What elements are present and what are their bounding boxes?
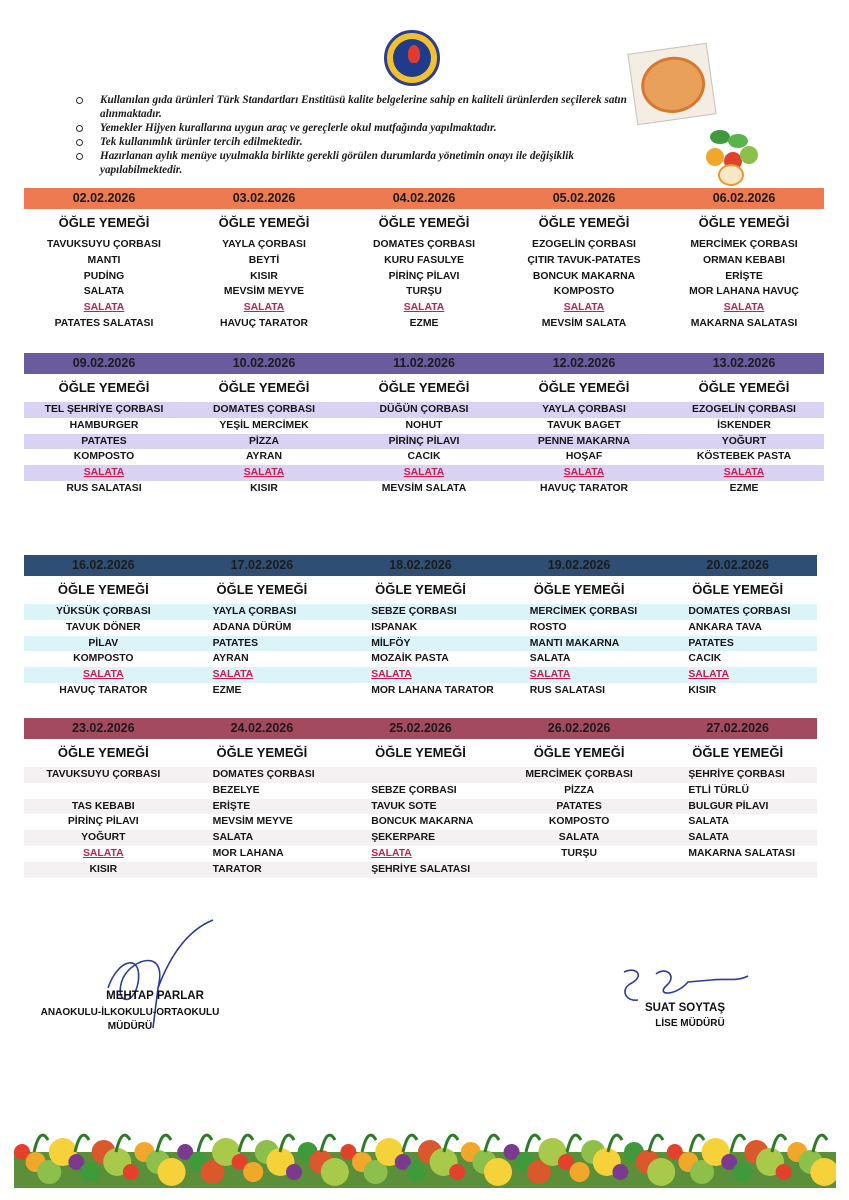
menu-items xyxy=(24,604,817,699)
day-column xyxy=(344,237,504,332)
menu-item: PİRİNÇ PİLAVI xyxy=(67,816,139,828)
day-date: 02.02.2026 xyxy=(72,191,136,205)
meal-title: ÖĞLE YEMEĞİ xyxy=(698,215,790,230)
menu-item: YEŞİL MERCİMEK xyxy=(219,419,309,431)
day-column xyxy=(24,767,183,878)
vegetable-piece xyxy=(733,1162,753,1182)
day-column xyxy=(664,237,824,332)
day-date: 05.02.2026 xyxy=(552,191,616,205)
right-signatory-title: LİSE MÜDÜRÜ xyxy=(655,1018,725,1029)
vegetable-leaf xyxy=(362,1135,376,1152)
meal-title-row xyxy=(24,374,824,402)
menu-item: SALATA xyxy=(529,653,571,665)
menu-item: HAVUÇ TARATOR xyxy=(219,317,309,329)
week-4-table xyxy=(24,718,817,878)
menu-item: DOMATES ÇORBASI xyxy=(373,239,475,250)
menu-item: SALATA xyxy=(688,832,729,844)
day-column xyxy=(664,402,824,497)
right-signatory-name: SUAT SOYTAŞ xyxy=(644,1002,726,1014)
menu-item: YAYLA ÇORBASI xyxy=(212,606,297,617)
menu-item: SALATA xyxy=(243,467,285,479)
menu-item: KOMPOSTO xyxy=(73,451,135,463)
date-bar xyxy=(24,718,817,739)
day-column xyxy=(658,604,817,699)
menu-item: PİLAV xyxy=(88,637,119,649)
menu-item: SEBZE ÇORBASI xyxy=(371,606,457,617)
day-column xyxy=(658,767,817,878)
vegetable-piece xyxy=(449,1164,465,1180)
left-signatory-title: ANAOKULU-İLKOKULU-ORTAOKULU MÜDÜRÜ xyxy=(40,1007,220,1032)
vegetable-piece xyxy=(158,1158,186,1186)
menu-item: YAYLA ÇORBASI xyxy=(542,404,626,415)
meal-title: ÖĞLE YEMEĞİ xyxy=(533,745,625,760)
meal-title-row xyxy=(24,209,824,237)
menu-item: DÜĞÜN ÇORBASI xyxy=(379,404,469,415)
menu-item xyxy=(341,767,500,783)
menu-item: MANTI xyxy=(87,254,121,266)
vegetable-piece xyxy=(321,1158,349,1186)
menu-item: KOMPOSTO xyxy=(548,816,610,828)
week-2-table xyxy=(24,353,824,497)
menu-item: SALATA xyxy=(212,832,254,844)
day-date: 25.02.2026 xyxy=(389,721,452,735)
menu-item: CACIK xyxy=(407,451,441,463)
vegetable-piece xyxy=(80,1162,100,1182)
menu-item: TARATOR xyxy=(212,863,262,875)
menu-item: KOMPOSTO xyxy=(553,286,615,298)
menu-item: HOŞAF xyxy=(565,451,603,463)
vegetable-leaf xyxy=(772,1135,786,1152)
pizza-plate-icon xyxy=(627,43,716,125)
vegetable-piece xyxy=(570,1162,590,1182)
vegetable-leaf xyxy=(75,1135,89,1152)
meal-title: ÖĞLE YEMEĞİ xyxy=(378,380,470,395)
date-bar xyxy=(24,353,824,374)
meal-title: ÖĞLE YEMEĞİ xyxy=(375,582,466,597)
meal-title: ÖĞLE YEMEĞİ xyxy=(378,215,470,230)
meal-title: ÖĞLE YEMEĞİ xyxy=(692,745,784,760)
day-date: 03.02.2026 xyxy=(232,191,296,205)
menu-item: KISIR xyxy=(89,863,118,875)
menu-item: ŞEKERPARE xyxy=(371,832,436,844)
menu-item: NOHUT xyxy=(405,419,443,431)
week-3-table xyxy=(24,555,817,699)
menu-item: PUDİNG xyxy=(83,270,125,282)
menu-item: TAVUK BAGET xyxy=(547,419,621,431)
menu-item: EZOGELİN ÇORBASI xyxy=(532,239,636,250)
meal-title-row xyxy=(24,739,817,767)
day-column xyxy=(341,604,500,699)
meal-title: ÖĞLE YEMEĞİ xyxy=(57,582,149,597)
menu-item: PATATES SALATASI xyxy=(54,317,154,329)
meal-title: ÖĞLE YEMEĞİ xyxy=(216,582,308,597)
menu-item: PATATES xyxy=(81,435,127,447)
menu-item: AYRAN xyxy=(246,451,282,463)
vegetable-piece xyxy=(123,1164,139,1180)
day-column xyxy=(504,237,664,332)
signature-scribble-left xyxy=(98,918,218,1058)
day-date: 19.02.2026 xyxy=(547,558,611,572)
day-column xyxy=(24,604,183,699)
menu-item xyxy=(24,783,183,799)
day-date: 13.02.2026 xyxy=(712,356,776,370)
menu-item: SALATA xyxy=(723,302,765,314)
day-date: 11.02.2026 xyxy=(393,356,455,370)
menu-item: SEBZE ÇORBASI xyxy=(371,784,457,796)
school-emblem-icon xyxy=(384,30,440,86)
menu-item: ISPANAK xyxy=(371,621,418,633)
meal-title: ÖĞLE YEMEĞİ xyxy=(57,745,149,760)
vegetable-leaf xyxy=(485,1135,499,1152)
vegetable-leaf xyxy=(731,1135,745,1152)
menu-items xyxy=(24,402,824,497)
day-date: 10.02.2026 xyxy=(232,356,296,370)
menu-item: PATATES xyxy=(556,800,602,812)
vegetable-leaf xyxy=(608,1135,622,1152)
menu-item: ANKARA TAVA xyxy=(688,621,762,633)
menu-item: MİLFÖY xyxy=(371,637,411,649)
day-column xyxy=(24,402,184,497)
day-date: 06.02.2026 xyxy=(712,191,776,205)
menu-item: SALATA xyxy=(83,467,125,479)
day-date: 20.02.2026 xyxy=(706,558,769,572)
menu-item: MEVSİM SALATA xyxy=(541,317,627,329)
meal-title: ÖĞLE YEMEĞİ xyxy=(218,215,310,230)
menu-item: SALATA xyxy=(212,669,254,681)
meal-title: ÖĞLE YEMEĞİ xyxy=(58,215,150,230)
menu-item: TURŞU xyxy=(561,847,597,859)
menu-item: PİRİNÇ PİLAVI xyxy=(388,435,460,447)
meal-title: ÖĞLE YEMEĞİ xyxy=(698,380,790,395)
menu-item: KÖSTEBEK PASTA xyxy=(696,451,792,463)
meal-title-row xyxy=(24,576,817,604)
vegetable-piece xyxy=(612,1164,628,1180)
menu-item: PENNE MAKARNA xyxy=(537,435,631,447)
vegetable-piece xyxy=(406,1162,426,1182)
menu-item: MERCİMEK ÇORBASI xyxy=(690,239,798,250)
menu-item xyxy=(658,862,817,878)
menu-item: ERİŞTE xyxy=(725,270,763,282)
menu-item: MERCİMEK ÇORBASI xyxy=(525,769,633,780)
menu-item: EZME xyxy=(729,482,759,494)
menu-item: ÇITIR TAVUK-PATATES xyxy=(527,254,641,266)
menu-item: YOĞURT xyxy=(81,832,126,844)
menu-item: MANTI MAKARNA xyxy=(529,637,620,649)
menu-item: YAYLA ÇORBASI xyxy=(222,239,306,250)
day-column xyxy=(184,237,344,332)
menu-item: KISIR xyxy=(688,684,717,696)
vegetable-leaf xyxy=(403,1135,417,1152)
menu-item: TAVUK SOTE xyxy=(371,800,437,812)
week-1-table xyxy=(24,188,824,332)
salad-bowl-icon xyxy=(702,128,760,184)
day-column xyxy=(183,767,342,878)
menu-item: MAKARNA SALATASI xyxy=(690,317,798,329)
menu-item: DOMATES ÇORBASI xyxy=(688,606,791,617)
vegetable-piece xyxy=(243,1162,263,1182)
meal-title: ÖĞLE YEMEĞİ xyxy=(216,745,308,760)
menu-item: SALATA xyxy=(371,847,412,859)
menu-item: SALATA xyxy=(558,832,600,844)
vegetable-leaf xyxy=(157,1135,171,1152)
date-bar xyxy=(24,555,817,576)
menu-item: DOMATES ÇORBASI xyxy=(213,404,315,415)
menu-item: HAMBURGER xyxy=(69,419,139,431)
menu-item: BULGUR PİLAVI xyxy=(688,800,769,812)
menu-item: PATATES xyxy=(688,637,734,649)
vegetable-piece xyxy=(286,1164,302,1180)
vegetable-piece xyxy=(776,1164,792,1180)
menu-item: EZME xyxy=(409,317,439,329)
menu-item: MOR LAHANA TARATOR xyxy=(371,684,494,696)
vegetable-leaf xyxy=(526,1135,540,1152)
vegetable-leaf xyxy=(280,1135,294,1152)
menu-item: PİRİNÇ PİLAVI xyxy=(388,270,460,282)
day-column xyxy=(341,767,500,878)
day-column xyxy=(184,402,344,497)
menu-item: SALATA xyxy=(723,467,765,479)
menu-item: İSKENDER xyxy=(717,419,771,431)
vegetable-leaf xyxy=(198,1135,212,1152)
vegetable-leaf xyxy=(649,1135,663,1152)
day-date: 09.02.2026 xyxy=(72,356,136,370)
menu-item: SALATA xyxy=(688,669,729,681)
menu-item: TEL ŞEHRİYE ÇORBASI xyxy=(44,404,164,415)
menu-item: KISIR xyxy=(250,270,278,282)
menu-item: ROSTO xyxy=(529,621,567,633)
menu-item: EZME xyxy=(212,684,242,696)
day-column xyxy=(344,402,504,497)
menu-item: YÜKSÜK ÇORBASI xyxy=(55,606,151,617)
menu-item: TAVUKSUYU ÇORBASI xyxy=(46,769,161,780)
meal-title: ÖĞLE YEMEĞİ xyxy=(218,380,310,395)
day-date: 27.02.2026 xyxy=(706,721,769,735)
menu-item: TURŞU xyxy=(406,286,442,298)
vegetable-leaf xyxy=(321,1135,335,1152)
left-signatory-name: MEHTAP PARLAR xyxy=(106,990,204,1002)
menu-item: MEVSİM SALATA xyxy=(381,482,467,494)
menu-item: MOR LAHANA xyxy=(212,847,284,859)
menu-item: YOĞURT xyxy=(721,435,767,447)
menu-item: BONCUK MAKARNA xyxy=(532,270,636,282)
menu-item: TAS KEBABI xyxy=(71,800,135,812)
note-item: Kullanılan gıda ürünleri Türk Standartları Enstitüsü kalite belgelerine sahip en kaliteli ürünlerden seçilerek satın alınmaktadır. xyxy=(74,93,634,121)
menu-item: SALATA xyxy=(83,847,124,859)
menu-item: KISIR xyxy=(250,482,278,494)
menu-item: HAVUÇ TARATOR xyxy=(59,684,148,696)
menu-item: ADANA DÜRÜM xyxy=(212,621,292,633)
day-column xyxy=(183,604,342,699)
day-date: 16.02.2026 xyxy=(72,558,135,572)
menu-item: MEVSİM MEYVE xyxy=(223,286,305,298)
menu-item: SALATA xyxy=(403,467,445,479)
menu-item: SALATA xyxy=(243,302,285,314)
menu-item: SALATA xyxy=(688,816,729,828)
vegetable-piece xyxy=(647,1158,675,1186)
menu-item: HAVUÇ TARATOR xyxy=(539,482,629,494)
vegetable-leaf xyxy=(567,1135,581,1152)
day-column xyxy=(500,604,659,699)
menu-item: BEYTİ xyxy=(248,254,280,266)
vegetable-leaf xyxy=(34,1135,48,1152)
day-column xyxy=(24,237,184,332)
menu-item: DOMATES ÇORBASI xyxy=(212,769,315,780)
meal-title: ÖĞLE YEMEĞİ xyxy=(58,380,150,395)
menu-item: ETLİ TÜRLÜ xyxy=(688,784,749,796)
meal-title: ÖĞLE YEMEĞİ xyxy=(533,582,625,597)
vegetable-piece xyxy=(484,1158,512,1186)
meal-title: ÖĞLE YEMEĞİ xyxy=(375,745,466,760)
menu-item: SALATA xyxy=(563,467,605,479)
menu-items xyxy=(24,767,817,878)
menu-item: MAKARNA SALATASI xyxy=(688,847,795,859)
menu-item xyxy=(500,862,659,878)
day-date: 12.02.2026 xyxy=(552,356,616,370)
menu-item: EZOGELİN ÇORBASI xyxy=(692,404,796,415)
day-date: 24.02.2026 xyxy=(230,721,294,735)
menu-item: TAVUK DÖNER xyxy=(65,621,141,633)
menu-item: PATATES xyxy=(212,637,258,649)
menu-item: MERCİMEK ÇORBASI xyxy=(529,606,638,617)
day-column xyxy=(504,402,664,497)
day-date: 23.02.2026 xyxy=(72,721,135,735)
menu-item: SALATA xyxy=(371,669,412,681)
day-date: 18.02.2026 xyxy=(389,558,452,572)
menu-item: MOR LAHANA HAVUÇ xyxy=(689,286,799,298)
menu-item: PİZZA xyxy=(564,784,595,796)
date-bar xyxy=(24,188,824,209)
vegetable-leaf xyxy=(444,1135,458,1152)
menu-items xyxy=(24,237,824,332)
note-item: Yemekler Hijyen kurallarına uygun araç ve gereçlerle okul mutfağında yapılmaktadır. xyxy=(74,121,634,135)
menu-item: BEZELYE xyxy=(212,784,260,796)
menu-item: TAVUKSUYU ÇORBASI xyxy=(47,239,161,250)
vegetable-leaf xyxy=(239,1135,253,1152)
menu-item: BONCUK MAKARNA xyxy=(371,816,474,828)
day-date: 04.02.2026 xyxy=(392,191,456,205)
note-item: Hazırlanan aylık menüye uyulmakla birlikte gerekli görülen durumlarda yönetimin onayı ile değişiklik yapılabilmektedir. xyxy=(74,149,634,177)
meal-title: ÖĞLE YEMEĞİ xyxy=(538,380,630,395)
menu-item: KOMPOSTO xyxy=(73,653,134,665)
day-date: 17.02.2026 xyxy=(230,558,294,572)
menu-item: ORMAN KEBABI xyxy=(703,254,785,266)
menu-item: CACIK xyxy=(688,653,722,665)
notes-list xyxy=(74,93,634,177)
vegetable-leaf xyxy=(813,1135,827,1152)
menu-item: AYRAN xyxy=(212,653,249,665)
menu-item: MEVSİM MEYVE xyxy=(212,816,293,828)
menu-item: SALATA xyxy=(529,669,571,681)
menu-item: RUS SALATASI xyxy=(529,684,606,696)
menu-item: KURU FASULYE xyxy=(384,254,464,266)
menu-item: SALATA xyxy=(83,669,124,681)
menu-item: SALATA xyxy=(563,302,605,314)
menu-item: PİZZA xyxy=(248,435,279,447)
menu-item: SALATA xyxy=(403,302,445,314)
menu-item: SALATA xyxy=(83,302,125,314)
menu-item: MOZAİK PASTA xyxy=(371,653,449,665)
menu-item: ERİŞTE xyxy=(212,800,251,812)
note-item: Tek kullanımlık ürünler tercih edilmektedir. xyxy=(74,135,634,149)
meal-title: ÖĞLE YEMEĞİ xyxy=(538,215,630,230)
menu-item: ŞEHRİYE ÇORBASI xyxy=(688,769,785,780)
vegetable-border-icon xyxy=(14,1122,836,1188)
day-column xyxy=(500,767,659,878)
menu-item: SALATA xyxy=(83,286,125,298)
meal-title: ÖĞLE YEMEĞİ xyxy=(692,582,784,597)
menu-item: RUS SALATASI xyxy=(66,482,142,494)
menu-item: ŞEHRİYE SALATASI xyxy=(371,863,471,875)
day-date: 26.02.2026 xyxy=(547,721,611,735)
